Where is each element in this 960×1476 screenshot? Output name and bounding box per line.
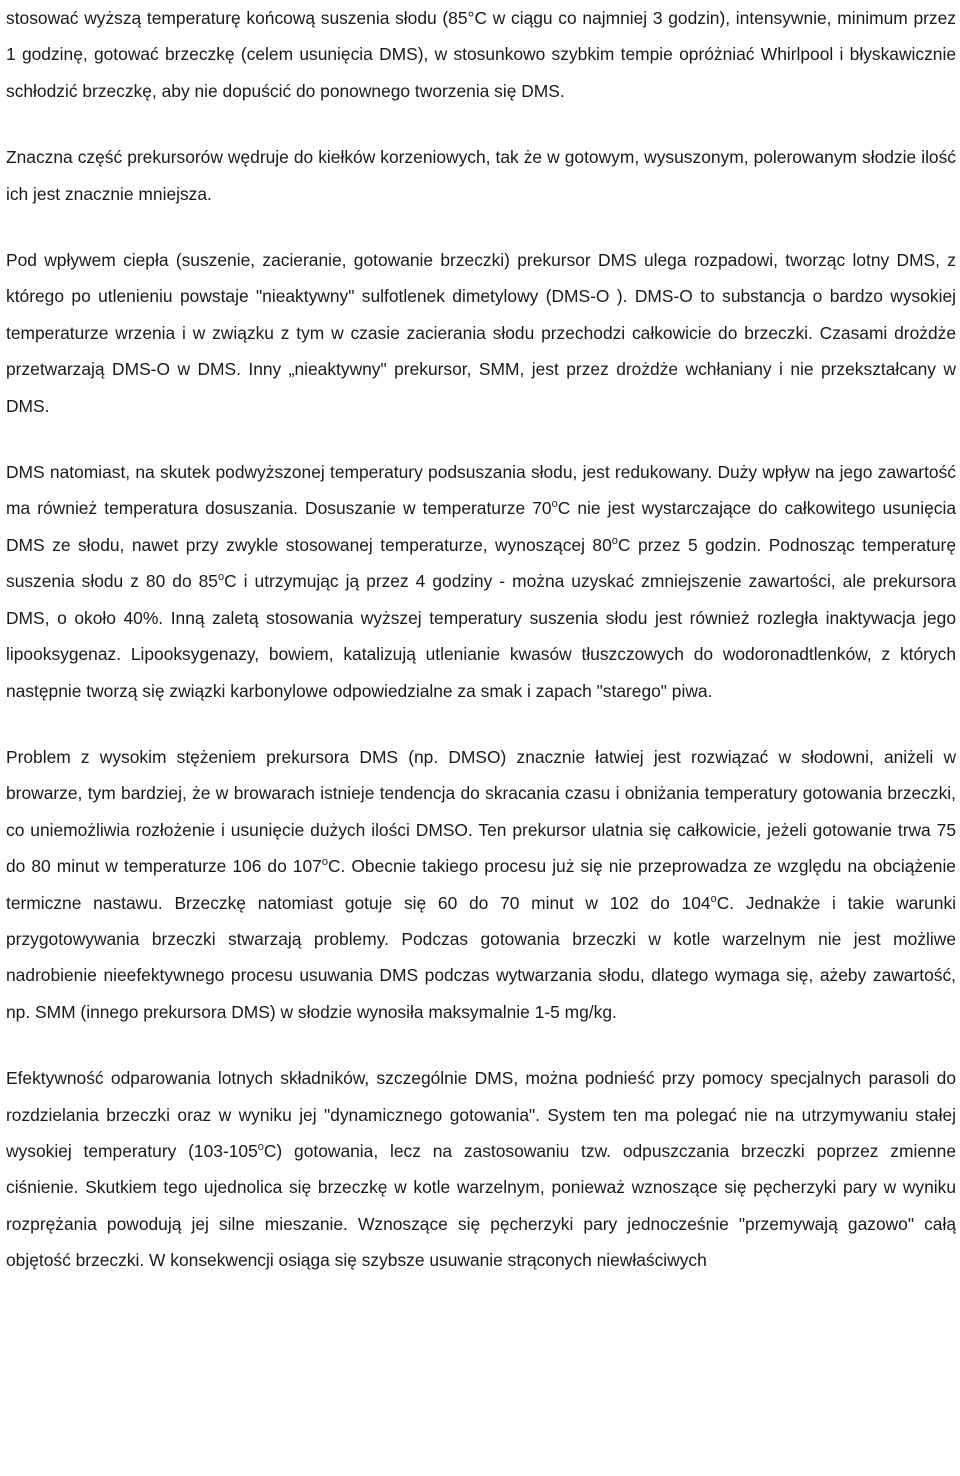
paragraph-heat-decomposition [6, 242, 956, 424]
degree-superscript: o [710, 892, 717, 905]
paragraph-dmso-problem [6, 739, 956, 1030]
paragraph-text: Pod wpływem ciepła (suszenie, zacieranie, gotowanie brzeczki) prekursor DMS ulega rozpadowi, tworząc lotny DMS, z którego po utlenieniu powstaje "nieaktywny" sulfotlenek dimetylowy (DMS-O ). DMS-O to substancja o bardzo wysokiej temperaturze wrzenia i w związku z tym w czasie zacierania słodu przechodzi całkowicie do brzeczki. Czasami drożdże przetwarzają DMS-O w DMS. Inny „nieaktywny" prekursor, SMM, jest przez drożdże wchłaniany i nie przekształcany w DMS. [6, 250, 956, 416]
paragraph-rootlets [6, 139, 956, 212]
paragraph-text: Efektywność odparowania lotnych składników, szczególnie DMS, można podnieść przy pomocy specjalnych parasoli do rozdzielania brzeczki oraz w wyniku jej "dynamicznego gotowania". System ten ma polegać nie na utrzymywaniu stałej wysokiej temperatury (103-105 [6, 1068, 956, 1161]
paragraph-text: DMS natomiast, na skutek podwyższonej temperatury podsuszania słodu, jest redukowany. Duży wpływ na jego zawartość ma również temperatura dosuszania. Dosuszanie w temperaturze 70 [6, 462, 956, 519]
paragraph-text: C. Jednakże i takie warunki przygotowywania brzeczki stwarzają problemy. Podczas gotowania brzeczki w kotle warzelnym nie jest możliwe nadrobienie nieefektywnego procesu usuwania DMS podczas wytwarzania słodu, dlatego wymaga się, ażeby zawartość, np. SMM (innego prekursora DMS) w słodzie wynosiła maksymalnie 1-5 mg/kg. [6, 892, 957, 1022]
paragraph-gap [6, 109, 956, 139]
document-page [6, 0, 956, 1279]
paragraph-text: C przez 5 godzin. Podnosząc temperaturę suszenia słodu z 80 do 85 [6, 534, 956, 592]
degree-superscript: o [321, 856, 328, 869]
paragraph-text: C. Obecnie takiego procesu już się nie przeprowadza ze względu na obciążenie termiczne nastawu. Brzeczkę natomiast gotuje się 60 do 70 minut w 102 do 104 [6, 856, 956, 913]
paragraph-text: Znaczna część prekursorów wędruje do kiełków korzeniowych, tak że w gotowym, wysuszonym, polerowanym słodzie ilość ich jest znacznie mniejsza. [6, 147, 956, 204]
degree-superscript: o [551, 498, 558, 511]
paragraph-evaporation-efficiency [6, 1060, 956, 1278]
degree-superscript: o [611, 534, 618, 547]
paragraph-text: C nie jest wystarczające do całkowitego usunięcia DMS ze słodu, nawet przy zwykle stosowanej temperaturze, wynoszącej 80 [6, 498, 956, 555]
paragraph-gap [6, 424, 956, 454]
paragraph-drying-recommendation [6, 0, 956, 109]
paragraph-text: Problem z wysokim stężeniem prekursora DMS (np. DMSO) znacznie łatwiej jest rozwiązać w słodowni, aniżeli w browarze, tym bardziej, że w browarach istnieje tendencja do skracania czasu i obniżania temperatury gotowania brzeczki, co uniemożliwia rozłożenie i usunięcie dużych ilości DMSO. Ten prekursor ulatnia się całkowicie, jeżeli gotowanie trwa 75 do 80 minut w temperaturze 106 do 107 [6, 746, 956, 877]
degree-superscript: o [217, 571, 225, 584]
paragraph-text: C i utrzymując ją przez 4 godziny - można uzyskać zmniejszenie zawartości, ale prekursora DMS, o około 40%. Inną zaletą stosowania wyższej temperatury suszenia słodu jest również rozległa inaktywacja jego lipooksygenaz. Lipooksygenazy, bowiem, katalizują utlenianie kwasów tłuszczowych do wodoronadtlenków, z których następnie tworzą się związki karbonylowe odpowiedzialne za smak i zapach "starego" piwa. [6, 571, 956, 701]
paragraph-text: C) gotowania, lecz na zastosowaniu tzw. odpuszczania brzeczki poprzez zmienne ciśnienie. Skutkiem tego ujednolica się brzeczkę w kotle warzelnym, ponieważ wznoszące się pęcherzyki pary w wyniku rozprężania powodują jej silne mieszanie. Wznoszące się pęcherzyki pary jednocześnie "przemywają gazowo" całą objętość brzeczki. W konsekwencji osiąga się szybsze usuwanie strąconych niewłaściwych [6, 1140, 957, 1271]
paragraph-gap [6, 212, 956, 242]
paragraph-gap [6, 709, 956, 739]
paragraph-text: stosować wyższą temperaturę końcową suszenia słodu (85°C w ciągu co najmniej 3 godzin), intensywnie, minimum przez 1 godzinę, gotować brzeczkę (celem usunięcia DMS), w stosunkowo szybkim tempie opróżniać Whirlpool i błyskawicznie schłodzić brzeczkę, aby nie dopuścić do ponownego tworzenia się DMS. [6, 8, 956, 101]
paragraph-dms-reduction [6, 454, 956, 709]
paragraph-gap [6, 1030, 956, 1060]
degree-superscript: o [257, 1140, 264, 1153]
